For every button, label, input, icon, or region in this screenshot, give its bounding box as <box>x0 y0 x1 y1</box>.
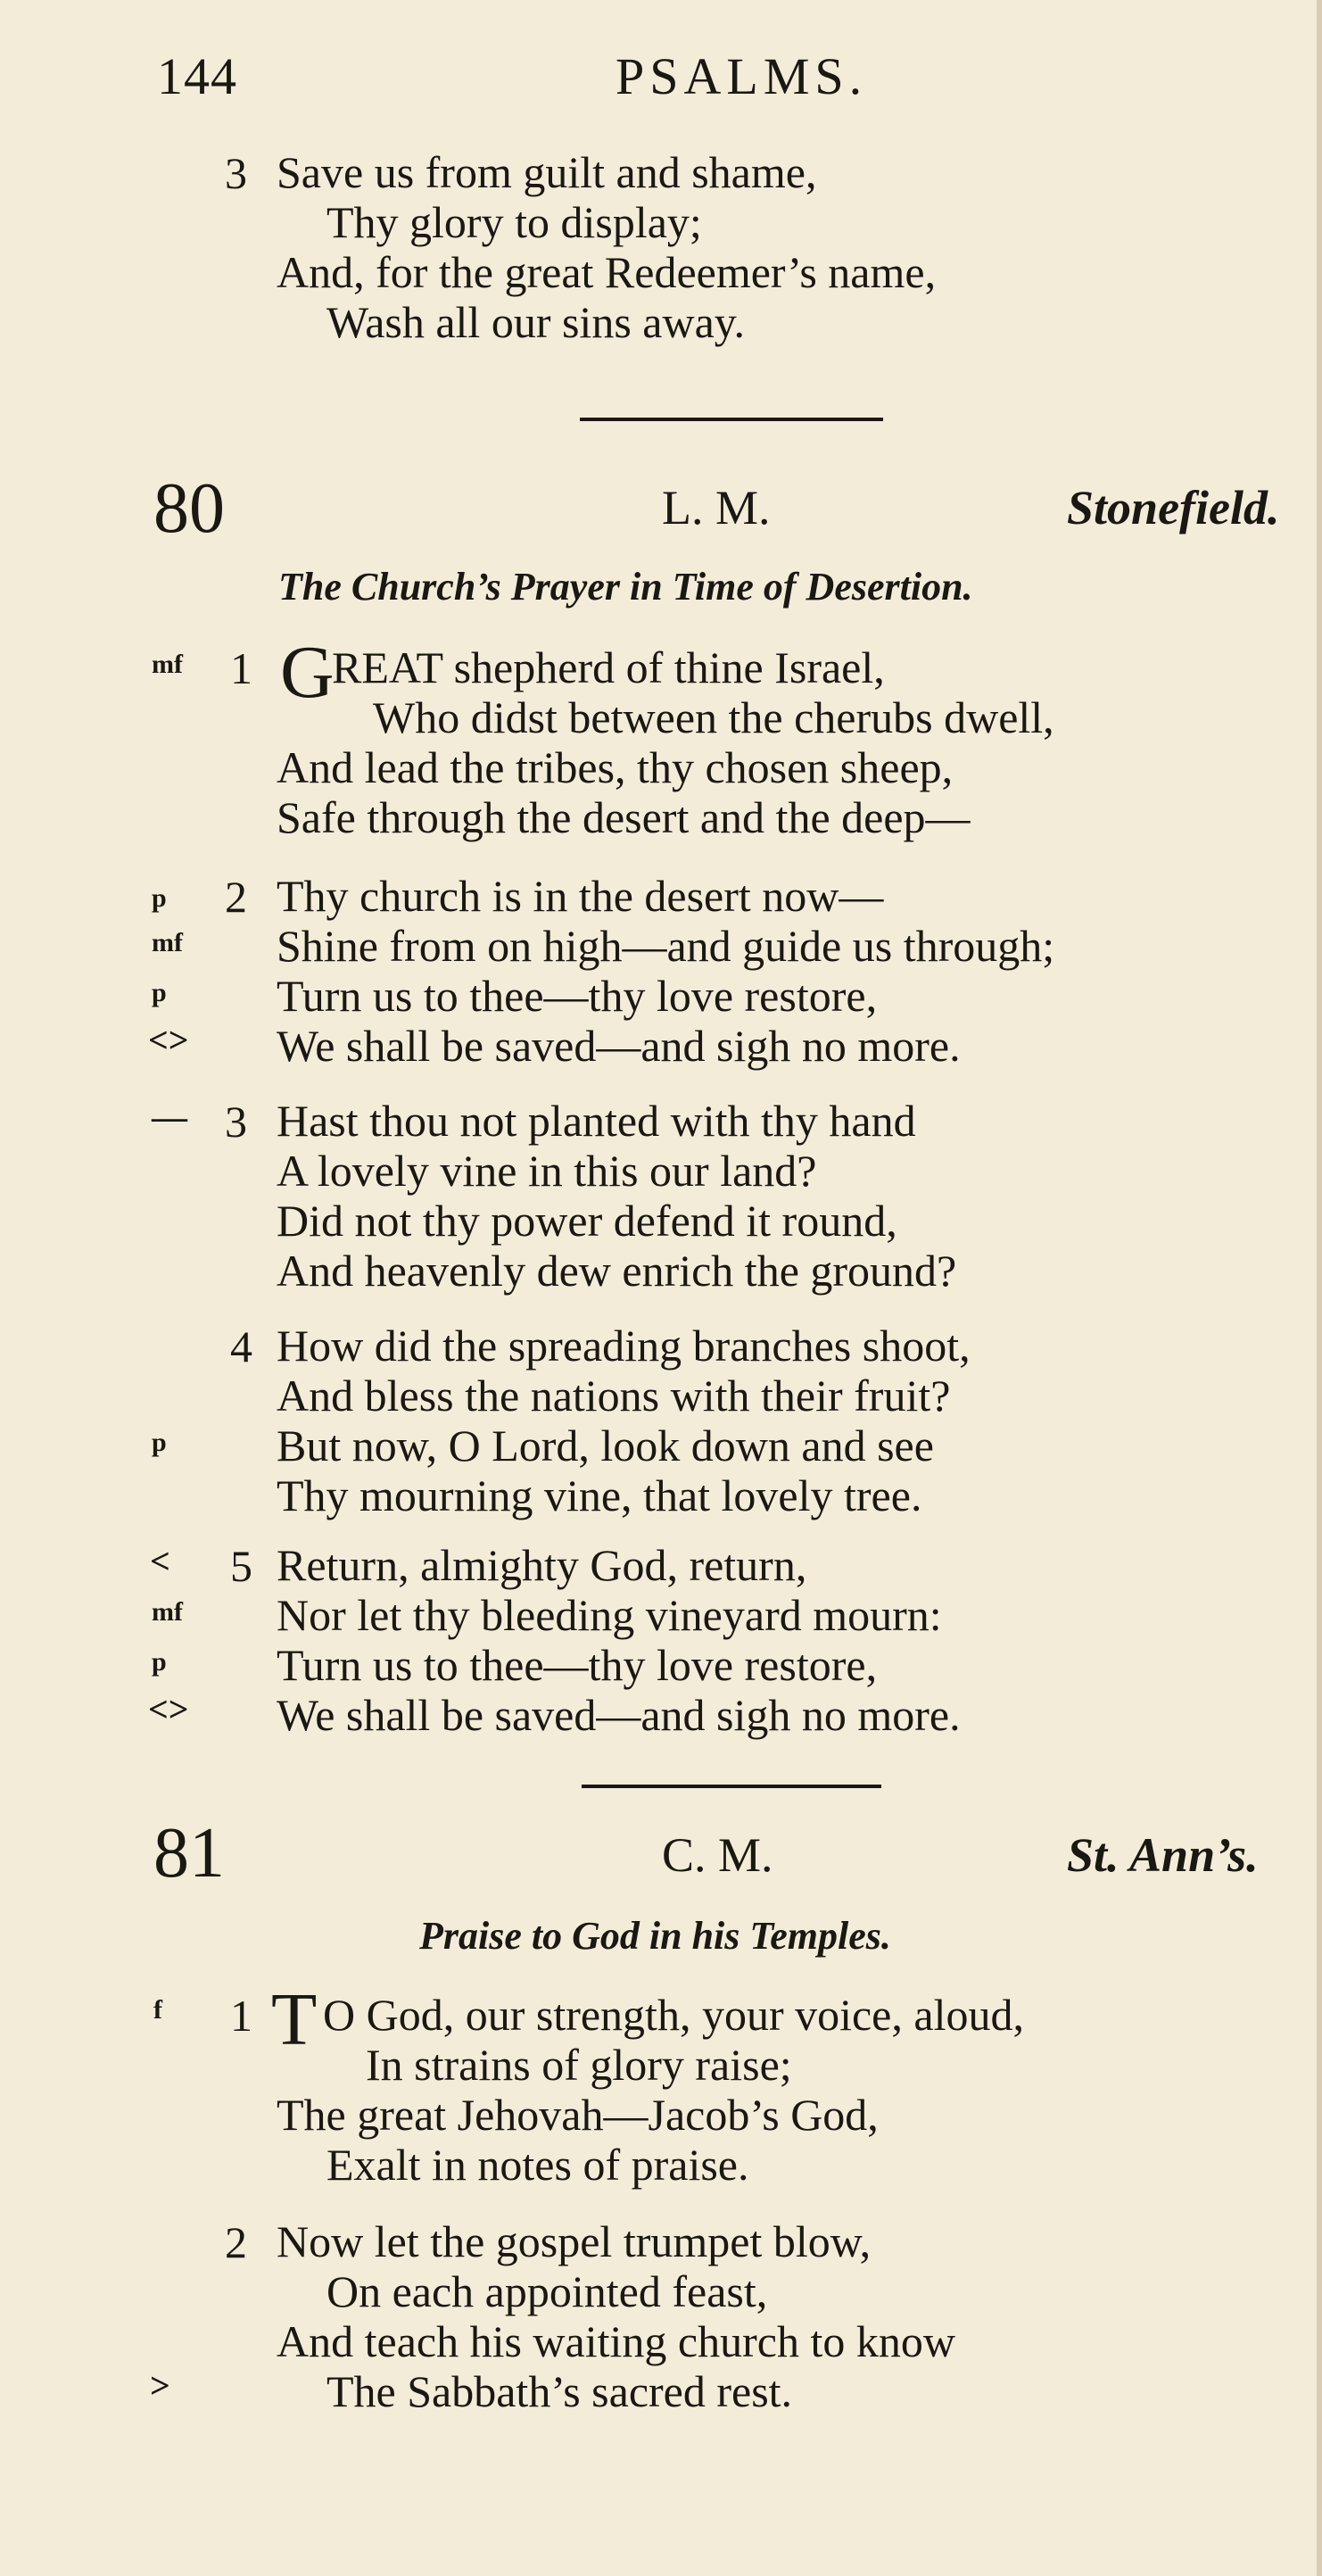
page-edge <box>1317 0 1322 2576</box>
drop-cap: T <box>271 1978 318 2061</box>
tune-name: Stonefield. <box>1067 481 1280 534</box>
page-number: 144 <box>157 47 237 105</box>
hymn-line: On each appointed feast, <box>326 2266 768 2316</box>
hymn-line: And bless the nations with their fruit? <box>277 1371 951 1421</box>
drop-cap: G <box>280 631 335 714</box>
hymn-line: And heavenly dew enrich the ground? <box>277 1246 957 1296</box>
hymn-line: Thy mourning vine, that lovely tree. <box>277 1470 922 1520</box>
hymn-number: 81 <box>153 1814 225 1893</box>
hymn-line: And teach his waiting church to know <box>277 2316 955 2366</box>
dynamic-mark: p <box>152 978 167 1007</box>
hymn-line: Nor let thy bleeding vineyard mourn: <box>277 1590 942 1640</box>
section-divider <box>582 1785 881 1788</box>
section-divider <box>580 418 883 421</box>
hymn-line: Thy glory to display; <box>326 197 702 247</box>
hymn-line: And, for the great Redeemer’s name, <box>277 247 937 297</box>
verse-number: 4 <box>230 1321 252 1371</box>
dynamic-mark: mf <box>152 1597 183 1627</box>
dynamic-mark: — <box>152 1097 187 1137</box>
hymn-line: Who didst between the cherubs dwell, <box>373 692 1054 742</box>
dynamic-mark: p <box>152 1428 167 1457</box>
verse-number: 1 <box>230 1991 252 2041</box>
hymn-line: In strains of glory raise; <box>366 2040 792 2090</box>
hymn-meter: C. M. <box>662 1828 773 1882</box>
hymn-line: How did the spreading branches shoot, <box>277 1321 971 1371</box>
hymn-line: We shall be saved—and sigh no more. <box>277 1021 961 1071</box>
hymn-line: Turn us to thee—thy love restore, <box>277 971 878 1021</box>
hymn-line: Safe through the desert and the deep— <box>277 792 971 842</box>
hymn-subtitle: The Church’s Prayer in Time of Desertion. <box>278 565 973 609</box>
hymn-line: Turn us to thee—thy love restore, <box>277 1640 878 1690</box>
dynamic-mark: f <box>153 1995 162 2025</box>
dynamic-mark: mf <box>152 650 183 679</box>
running-title: PSALMS. <box>616 47 868 105</box>
hymn-line: The great Jehovah—Jacob’s God, <box>277 2090 879 2140</box>
dynamic-mark: p <box>152 1647 167 1677</box>
hymn-line: O God, our strength, your voice, aloud, <box>323 1990 1024 2040</box>
hymn-line: Return, almighty God, return, <box>277 1540 807 1590</box>
hymn-line: REAT shepherd of thine Israel, <box>332 642 885 692</box>
hymn-meter: L. M. <box>662 481 771 534</box>
hymn-line: Hast thou not planted with thy hand <box>277 1096 916 1146</box>
swell-mark: <> <box>148 1689 189 1729</box>
hymn-line: Now let the gospel trumpet blow, <box>277 2216 872 2266</box>
dynamic-mark: p <box>152 883 167 913</box>
verse-number: 5 <box>230 1541 252 1591</box>
tune-name: St. Ann’s. <box>1067 1828 1259 1882</box>
hymn-line: The Sabbath’s sacred rest. <box>326 2366 793 2416</box>
verse-number: 2 <box>225 2217 247 2267</box>
dynamic-mark: mf <box>152 928 183 957</box>
verse-number: 1 <box>230 643 252 693</box>
hymn-line: Thy church is in the desert now— <box>277 871 884 921</box>
hymn-line: But now, O Lord, look down and see <box>277 1421 934 1470</box>
hymn-subtitle: Praise to God in his Temples. <box>419 1914 891 1958</box>
crescendo-mark: < <box>150 1541 170 1581</box>
hymn-line: And lead the tribes, thy chosen sheep, <box>277 742 954 792</box>
hymn-number: 80 <box>153 469 225 548</box>
hymn-line: A lovely vine in this our land? <box>277 1146 817 1196</box>
verse-number: 3 <box>225 148 247 198</box>
hymn-line: Save us from guilt and shame, <box>277 147 817 197</box>
accent-mark: > <box>150 2365 170 2406</box>
hymn-line: Wash all our sins away. <box>326 297 746 347</box>
hymn-line: Did not thy power defend it round, <box>277 1196 897 1246</box>
verse-number: 2 <box>225 872 247 922</box>
hymn-line: We shall be saved—and sigh no more. <box>277 1690 961 1740</box>
hymn-line: Exalt in notes of praise. <box>326 2140 749 2190</box>
hymn-line: Shine from on high—and guide us through; <box>277 921 1055 971</box>
verse-number: 3 <box>225 1097 247 1147</box>
swell-mark: <> <box>148 1020 189 1060</box>
